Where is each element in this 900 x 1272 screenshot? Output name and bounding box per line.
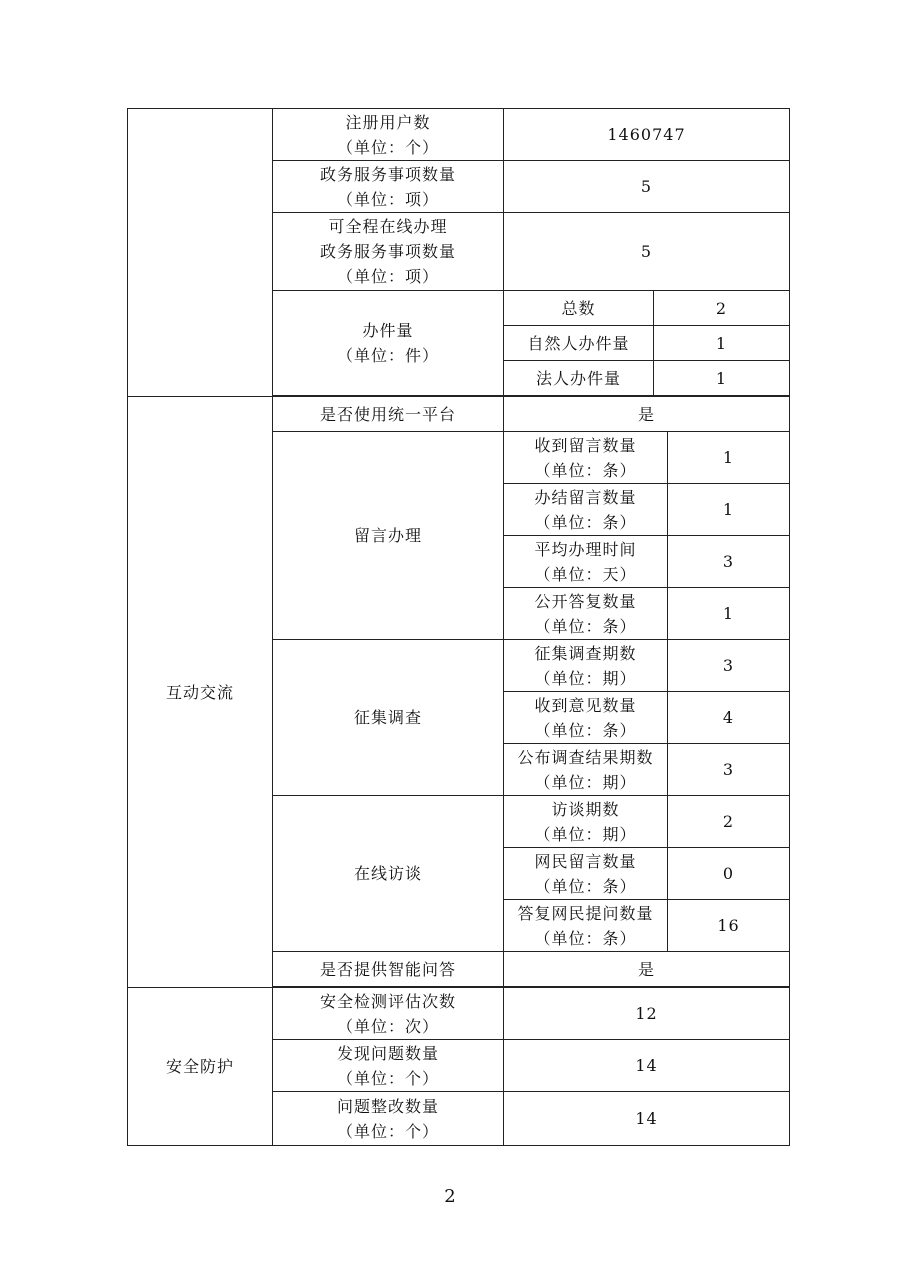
value-cell: 14 [504, 1092, 790, 1146]
row-label: 办件量 （单位：件） [273, 291, 504, 396]
value-cell: 1460747 [504, 109, 790, 161]
row-label: 是否使用统一平台 [273, 397, 504, 432]
value-cell: 1 [654, 361, 790, 396]
row-label: 留言办理 [273, 432, 504, 640]
page-number: 2 [444, 1186, 456, 1207]
value-cell: 16 [668, 900, 790, 952]
row-label: 注册用户数 （单位：个） [273, 109, 504, 161]
row-label: 在线访谈 [273, 796, 504, 952]
value-cell: 2 [668, 796, 790, 848]
sub-label: 收到意见数量 （单位：条） [504, 692, 668, 744]
sub-label: 总数 [504, 291, 654, 326]
sub-label: 公开答复数量 （单位：条） [504, 588, 668, 640]
row-label: 安全检测评估次数 （单位：次） [273, 988, 504, 1040]
value-cell: 5 [504, 161, 790, 213]
sub-label: 平均办理时间 （单位：天） [504, 536, 668, 588]
value-cell: 4 [668, 692, 790, 744]
value-cell: 3 [668, 640, 790, 692]
value-cell: 5 [504, 213, 790, 291]
value-cell: 1 [668, 484, 790, 536]
row-label: 政务服务事项数量 （单位：项） [273, 161, 504, 213]
sub-label: 网民留言数量 （单位：条） [504, 848, 668, 900]
value-cell: 0 [668, 848, 790, 900]
value-cell: 是 [504, 397, 790, 432]
value-cell: 1 [654, 326, 790, 361]
value-cell: 是 [504, 952, 790, 987]
sub-label: 答复网民提问数量 （单位：条） [504, 900, 668, 952]
sub-label: 收到留言数量 （单位：条） [504, 432, 668, 484]
row-label: 可全程在线办理 政务服务事项数量 （单位：项） [273, 213, 504, 291]
value-cell: 1 [668, 588, 790, 640]
sub-label: 征集调查期数 （单位：期） [504, 640, 668, 692]
value-cell: 1 [668, 432, 790, 484]
sub-label: 自然人办件量 [504, 326, 654, 361]
sub-label: 访谈期数 （单位：期） [504, 796, 668, 848]
value-cell: 12 [504, 988, 790, 1040]
value-cell: 3 [668, 536, 790, 588]
section-label: 安全防护 [128, 988, 273, 1146]
value-cell: 2 [654, 291, 790, 326]
sub-label: 办结留言数量 （单位：条） [504, 484, 668, 536]
sub-label: 公布调查结果期数 （单位：期） [504, 744, 668, 796]
sub-label: 法人办件量 [504, 361, 654, 396]
section-label: 互动交流 [128, 397, 273, 988]
value-cell: 3 [668, 744, 790, 796]
row-label: 是否提供智能问答 [273, 952, 504, 987]
statistics-table [127, 108, 790, 1146]
value-cell: 14 [504, 1040, 790, 1092]
table-row [128, 397, 790, 432]
row-label: 问题整改数量 （单位：个） [273, 1092, 504, 1146]
section-cell-continued [128, 109, 273, 397]
row-label: 发现问题数量 （单位：个） [273, 1040, 504, 1092]
table-row [128, 988, 790, 1040]
table-row [128, 109, 790, 161]
row-label: 征集调查 [273, 640, 504, 796]
